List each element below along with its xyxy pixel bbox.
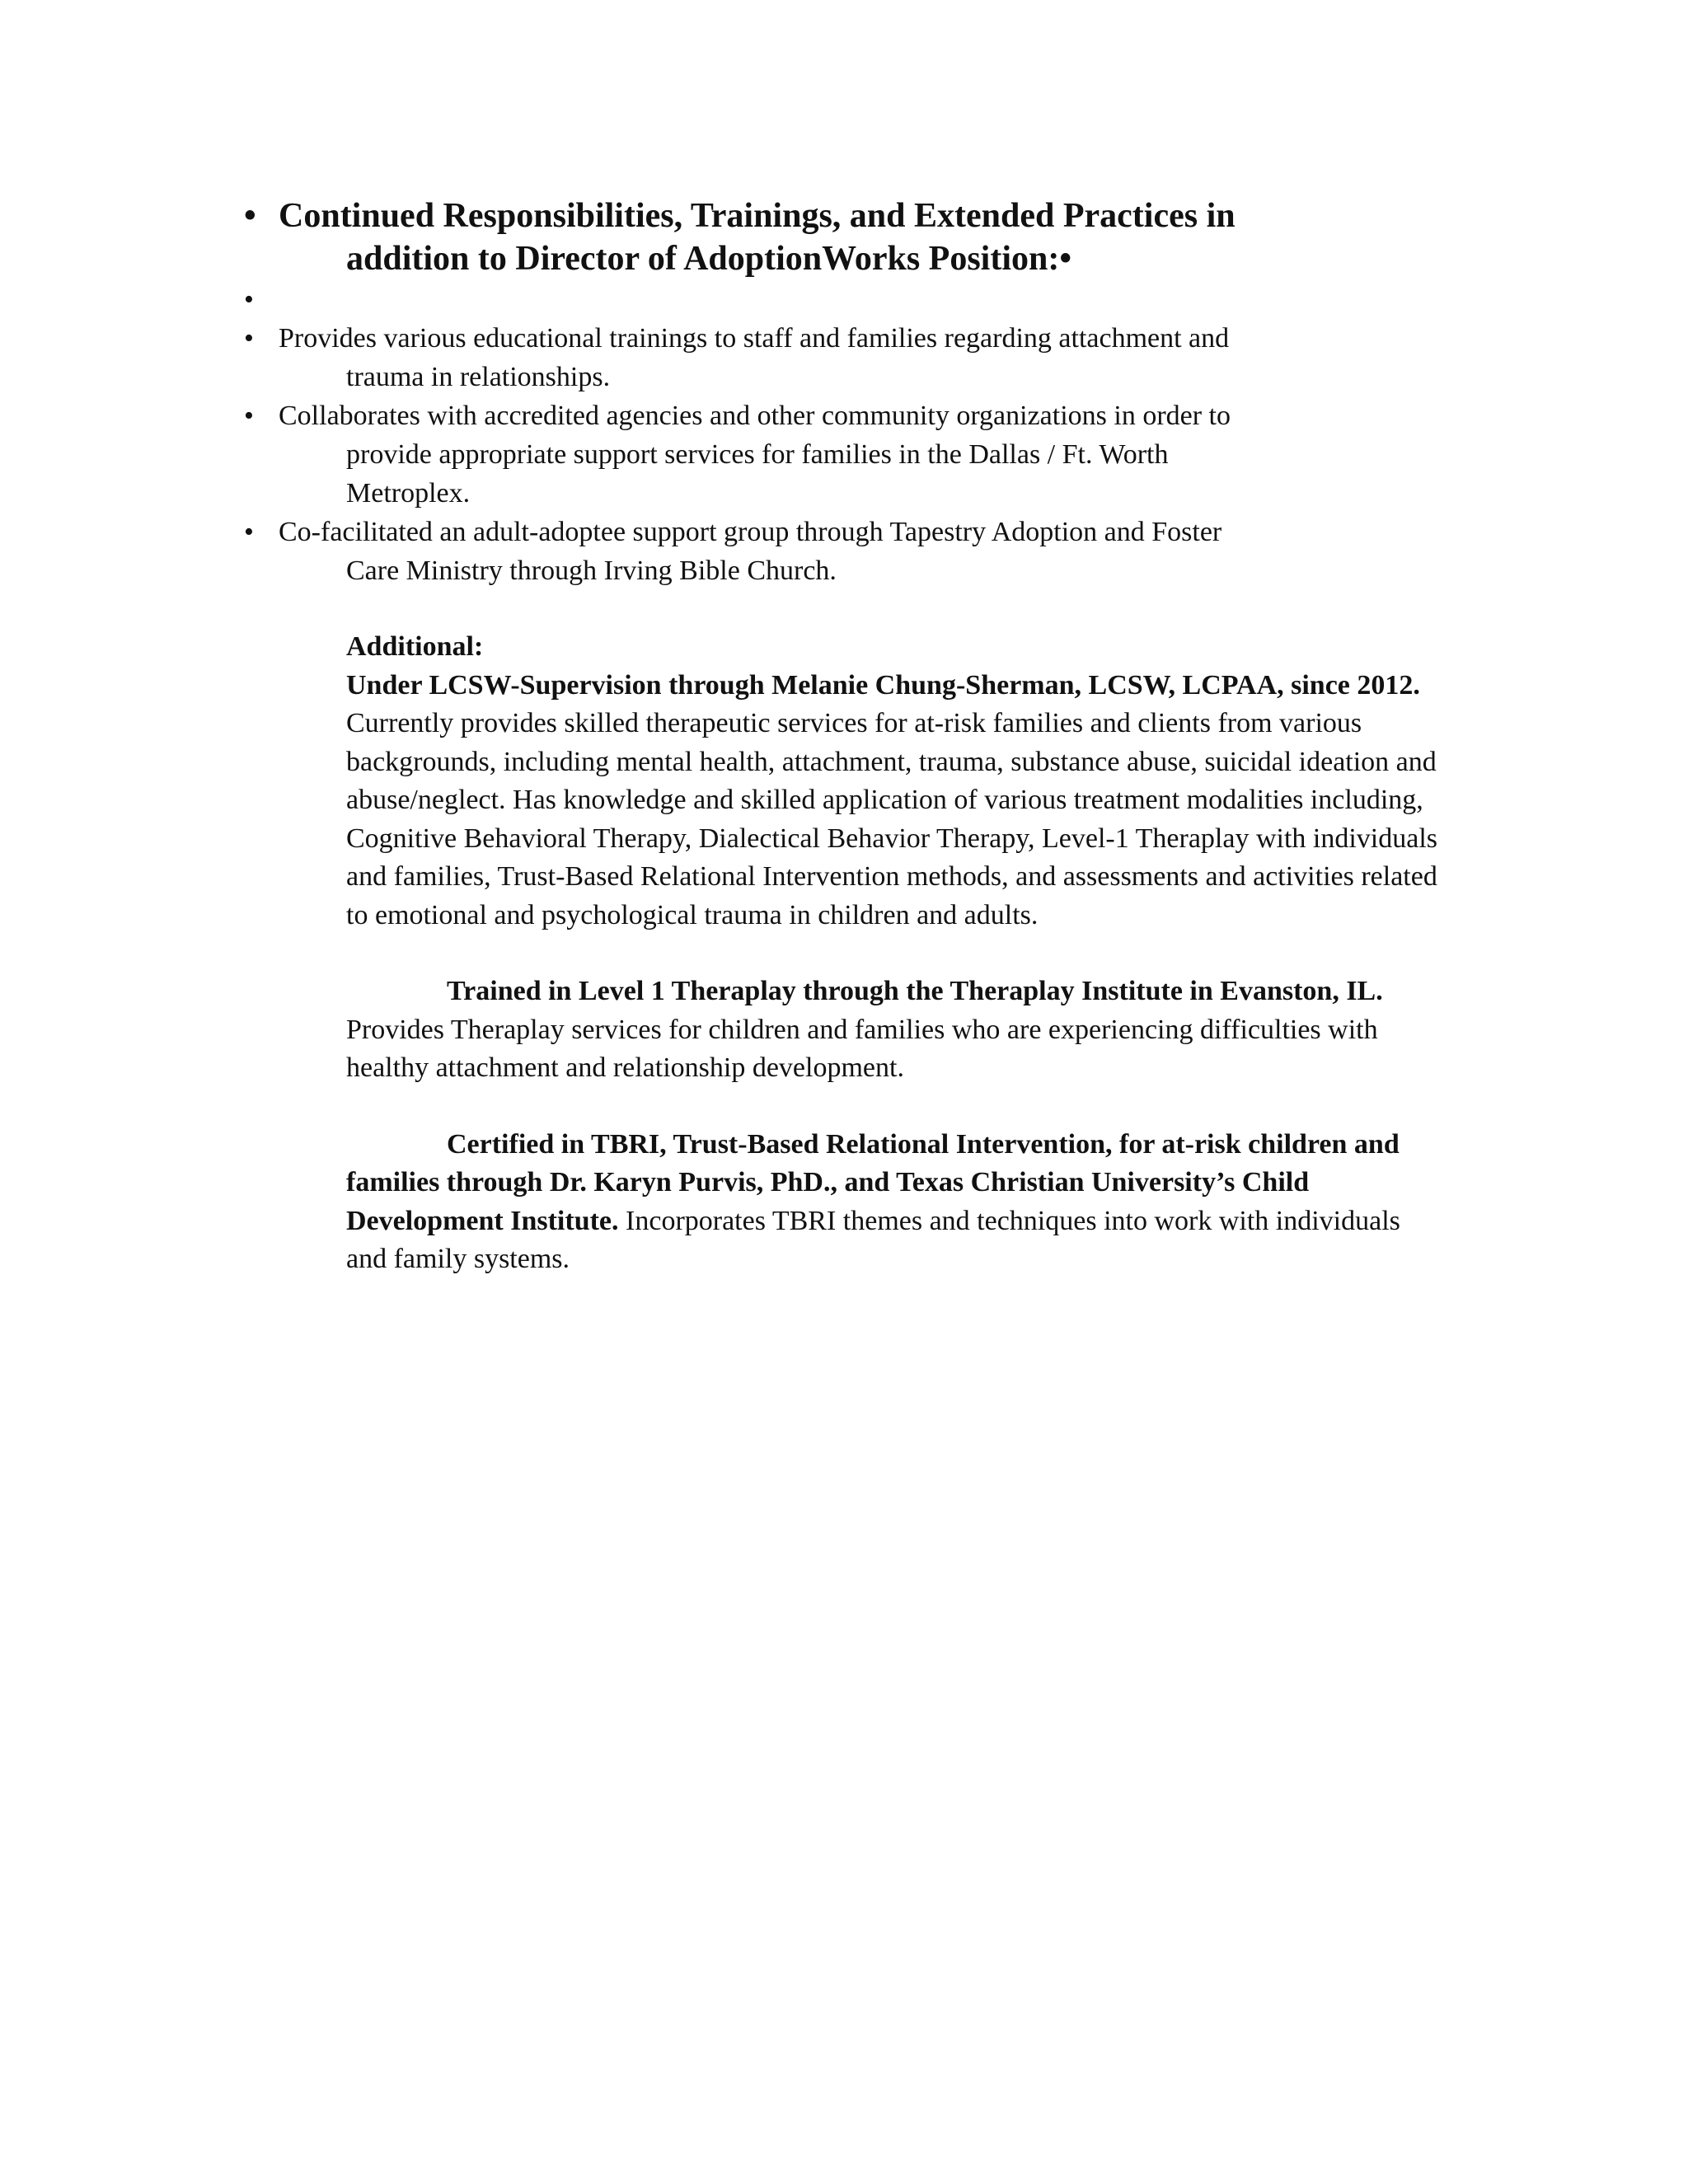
bullet-icon: • [244, 284, 254, 315]
bullet-item-support-group [244, 513, 1447, 590]
bullet-item-trainings [244, 319, 1447, 396]
heading-text [279, 197, 1447, 280]
bullet-text [279, 323, 1447, 396]
bullet-icon: • [244, 323, 254, 354]
bullet-line: Co-facilitated an adult-adoptee support group through Tapestry Adoption and Foster [279, 517, 1222, 547]
bullet-continuation: provide appropriate support services for families in the Dallas / Ft. Worth [346, 439, 1169, 470]
bullet-continuation: trauma in relationships. [346, 362, 611, 392]
bullet-line: Provides various educational trainings to staff and families regarding attachment and [279, 323, 1230, 354]
additional-paragraph [346, 667, 1447, 935]
bullet-icon: • [244, 401, 254, 431]
tbri-section [346, 1126, 1447, 1279]
empty-bullet-item [244, 280, 1447, 319]
spacer [244, 590, 1447, 628]
bullet-continuation: Metroplex. [346, 478, 471, 509]
tbri-text: Incorporates TBRI themes and techniques into work with individuals and family systems. [346, 1205, 1400, 1274]
spacer [244, 1088, 1447, 1126]
additional-section [346, 628, 1447, 935]
section-heading [244, 194, 1447, 280]
theraplay-bold: Trained in Level 1 Theraplay through the Theraplay Institute in Evanston, IL. [447, 976, 1383, 1006]
document-content [244, 194, 1447, 1279]
bullet-item-collaborates [244, 396, 1447, 513]
spacer [244, 935, 1447, 972]
theraplay-paragraph [346, 972, 1447, 1088]
bullet-continuation: Care Ministry through Irving Bible Church. [346, 555, 837, 586]
tbri-bold: Certified in TBRI, Trust-Based Relational Intervention, for at-risk children and families through Dr. Karyn Purvis, PhD., and Texas Christian University’s Child Development Institute. [346, 1128, 1400, 1236]
theraplay-text: Provides Theraplay services for children and families who are experiencing difficulties with healthy attachment and relationship development. [346, 1014, 1378, 1083]
bullet-text [279, 401, 1447, 513]
heading-line-1: Continued Responsibilities, Trainings, and Extended Practices in [279, 197, 1236, 235]
bullet-icon: • [244, 197, 256, 235]
additional-text: Currently provides skilled therapeutic services for at-risk families and clients from various backgrounds, including mental health, attachment, trauma, substance abuse, suicidal ideation and abuse/neglect. Has knowledge and skilled application of various treatment modalities including, Cognitive Behavioral Therapy, Dialectical Behavior Therapy, Level-1 Theraplay with individuals and families, Trust-Based Relational Intervention methods, and assessments and activities related to emotional and psychological trauma in children and adults. [346, 708, 1438, 930]
additional-title: Additional: [346, 631, 484, 662]
bullet-line: Collaborates with accredited agencies and other community organizations in order to [279, 401, 1231, 431]
theraplay-section [346, 972, 1447, 1088]
tbri-paragraph [346, 1126, 1447, 1279]
additional-bold-intro: Under LCSW-Supervision through Melanie Chung-Sherman, LCSW, LCPAA, since 2012. [346, 669, 1420, 701]
heading-line-2: addition to Director of AdoptionWorks Position:• [346, 240, 1072, 278]
bullet-text [279, 517, 1447, 590]
bullet-icon: • [244, 517, 254, 547]
